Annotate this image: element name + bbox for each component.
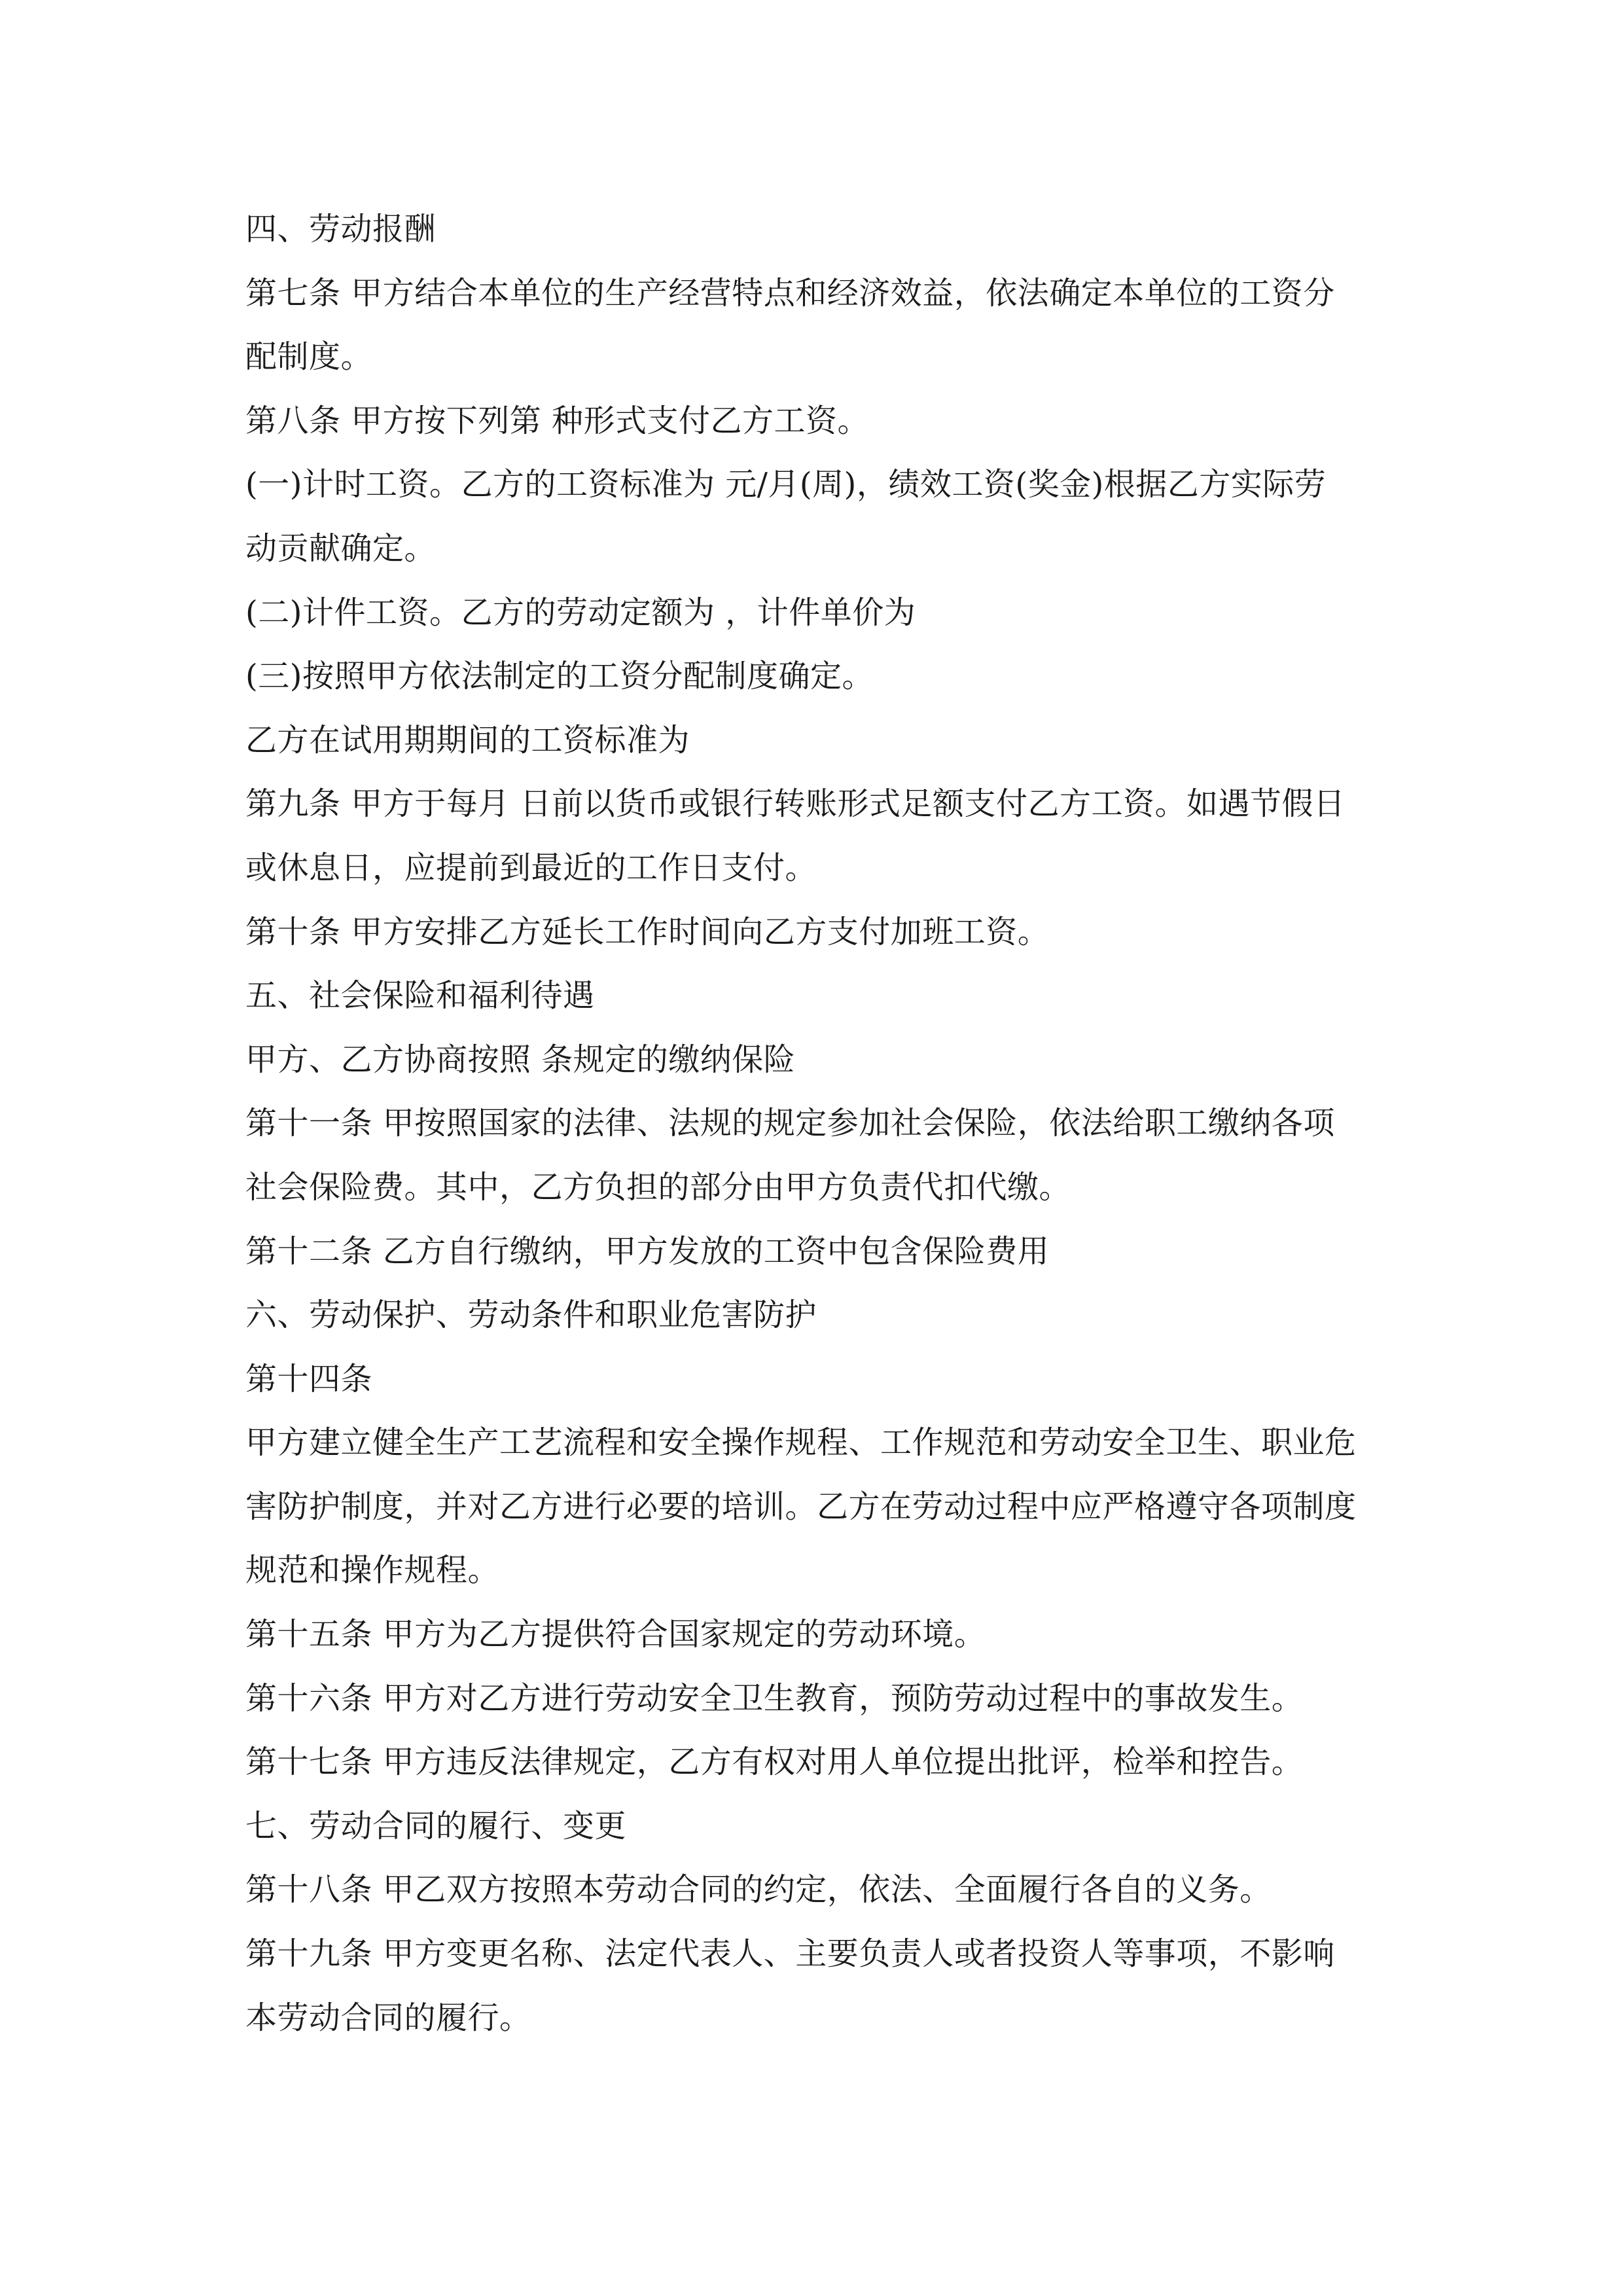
- section-heading-5: 五、社会保险和福利待遇: [245, 977, 595, 1014]
- section-heading-7: 七、劳动合同的履行、变更: [245, 1807, 627, 1844]
- article-14-line-1: 甲方建立健全生产工艺流程和安全操作规程、工作规范和劳动安全卫生、职业危: [245, 1424, 1357, 1462]
- article-19-line-2: 本劳动合同的履行。: [245, 1999, 531, 2036]
- clause-2: (二)计件工资。乙方的劳动定额为 ，计件单价为: [245, 594, 916, 631]
- article-14-line-3: 规范和操作规程。: [245, 1552, 500, 1589]
- article-15: 第十五条 甲方为乙方提供符合国家规定的劳动环境。: [245, 1616, 986, 1653]
- article-10: 第十条 甲方安排乙方延长工作时间向乙方支付加班工资。: [245, 913, 1050, 950]
- article-19-line-1: 第十九条 甲方变更名称、法定代表人、主要负责人或者投资人等事项，不影响: [245, 1935, 1335, 1973]
- article-14-title: 第十四条: [245, 1360, 373, 1397]
- insurance-agreement: 甲方、乙方协商按照 条规定的缴纳保险: [245, 1041, 796, 1078]
- probation-wage: 乙方在试用期期间的工资标准为: [245, 721, 690, 759]
- article-8: 第八条 甲方按下列第 种形式支付乙方工资。: [245, 402, 870, 439]
- document-body: [245, 198, 1384, 2050]
- section-heading-6: 六、劳动保护、劳动条件和职业危害防护: [245, 1297, 817, 1334]
- article-17: 第十七条 甲方违反法律规定，乙方有权对用人单位提出批评，检举和控告。: [245, 1744, 1304, 1781]
- article-18: 第十八条 甲乙双方按照本劳动合同的约定，依法、全面履行各自的义务。: [245, 1871, 1272, 1909]
- clause-1-line-1: (一)计时工资。乙方的工资标准为 元/月(周)，绩效工资(奖金)根据乙方实际劳: [245, 466, 1327, 503]
- article-9-line-1: 第九条 甲方于每月 日前以货币或银行转账形式足额支付乙方工资。如遇节假日: [245, 785, 1346, 823]
- article-7-line-1: 第七条 甲方结合本单位的生产经营特点和经济效益，依法确定本单位的工资分: [245, 274, 1335, 312]
- article-16: 第十六条 甲方对乙方进行劳动安全卫生教育，预防劳动过程中的事故发生。: [245, 1679, 1304, 1717]
- clause-1-line-2: 动贡献确定。: [245, 529, 437, 567]
- article-7-line-2: 配制度。: [245, 338, 373, 376]
- article-14-line-2: 害防护制度，并对乙方进行必要的培训。乙方在劳动过程中应严格遵守各项制度: [245, 1488, 1357, 1525]
- article-11-line-2: 社会保险费。其中，乙方负担的部分由甲方负责代扣代缴。: [245, 1168, 1071, 1206]
- article-11-line-1: 第十一条 甲按照国家的法律、法规的规定参加社会保险，依法给职工缴纳各项: [245, 1105, 1335, 1142]
- article-12: 第十二条 乙方自行缴纳，甲方发放的工资中包含保险费用: [245, 1232, 1050, 1270]
- clause-3: (三)按照甲方依法制定的工资分配制度确定。: [245, 658, 874, 695]
- section-heading-4: 四、劳动报酬: [245, 211, 437, 247]
- article-9-line-2: 或休息日，应提前到最近的工作日支付。: [245, 849, 817, 886]
